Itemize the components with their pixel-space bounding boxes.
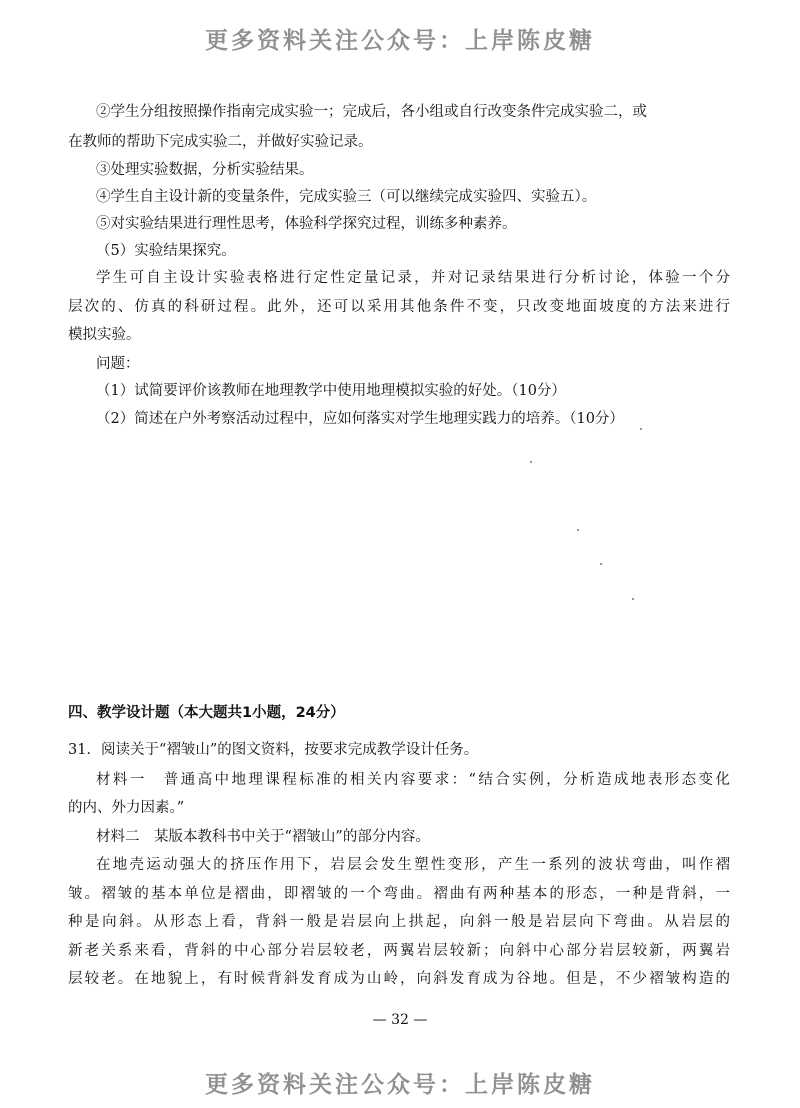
text-line: 模拟实验。 [68, 327, 141, 343]
material-1-cont: 的内、外力因素。” [68, 800, 185, 816]
section-heading: 四、教学设计题（本大题共1小题，24分） [68, 705, 345, 721]
watermark-top: 更多资料关注公众号：上岸陈皮糖 [205, 28, 595, 54]
paragraph-line: 在地壳运动强大的挤压作用下，岩层会发生塑性变形，产生一系列的波状弯曲，叫作褶 [96, 857, 730, 873]
question-1: （1）试简要评价该教师在地理教学中使用地理模拟实验的好处。（10分） [96, 383, 566, 399]
paragraph-line: 新老关系来看，背斜的中心部分岩层较老，两翼岩层较新；向斜中心部分岩层较新，两翼岩 [68, 943, 730, 959]
question-label: 问题： [96, 356, 140, 372]
text-line: 学生可自主设计实验表格进行定性定量记录，并对记录结果进行分析讨论，体验一个分 [96, 270, 730, 286]
material-1: 材料一 普通高中地理课程标准的相关内容要求：“结合实例，分析造成地表形态变化 [96, 772, 730, 788]
text-line: ⑤对实验结果进行理性思考，体验科学探究过程，训练多种素养。 [96, 216, 517, 232]
scan-speck [640, 428, 642, 430]
question-31: 31．阅读关于“褶皱山”的图文资料，按要求完成教学设计任务。 [68, 742, 479, 758]
paragraph-line: 皱。褶皱的基本单位是褶曲，即褶皱的一个弯曲。褶曲有两种基本的形态，一种是背斜，一 [68, 886, 730, 902]
watermark-bottom: 更多资料关注公众号：上岸陈皮糖 [205, 1072, 595, 1098]
text-line: （5）实验结果探究。 [96, 243, 236, 259]
question-2: （2）简述在户外考察活动过程中，应如何落实对学生地理实践力的培养。（10分） [96, 411, 624, 427]
paragraph-line: 层较老。在地貌上，有时候背斜发育成为山岭，向斜发育成为谷地。但是，不少褶皱构造的 [68, 971, 730, 987]
page-number: — 32 — [372, 1012, 428, 1028]
scan-speck [600, 563, 602, 565]
scan-speck [577, 529, 579, 531]
text-line: 在教师的帮助下完成实验二，并做好实验记录。 [68, 134, 373, 150]
text-line: ③处理实验数据，分析实验结果。 [96, 162, 314, 178]
material-2: 材料二 某版本教科书中关于“褶皱山”的部分内容。 [96, 829, 430, 845]
scan-speck [632, 598, 634, 600]
scan-speck [530, 461, 532, 463]
paragraph-line: 种是向斜。从形态上看，背斜一般是岩层向上拱起，向斜一般是岩层向下弯曲。从岩层的 [68, 914, 730, 930]
text-line: ④学生自主设计新的变量条件，完成实验三（可以继续完成实验四、实验五）。 [96, 189, 597, 205]
text-line: ②学生分组按照操作指南完成实验一；完成后，各小组或自行改变条件完成实验二，或 [96, 104, 647, 120]
text-line: 层次的、仿真的科研过程。此外，还可以采用其他条件不变，只改变地面坡度的方法来进行 [68, 299, 730, 315]
